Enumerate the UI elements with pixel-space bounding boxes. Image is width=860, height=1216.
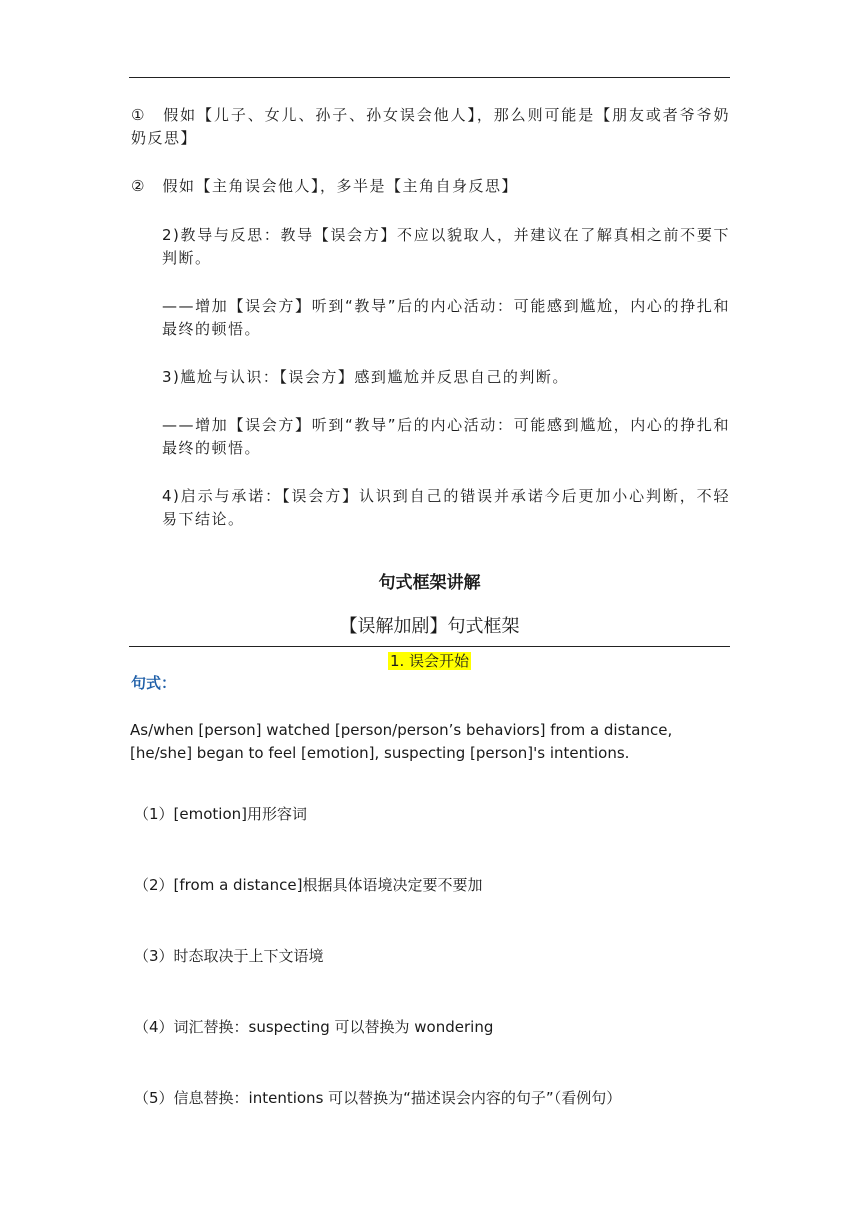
paragraph-1: ① 假如【儿子、女儿、孙子、孙女误会他人】，那么则可能是【朋友或者爷爷奶奶反思】 [131,106,730,147]
subsection-title: 【误解加剧】句式框架 [339,616,520,637]
note-4: （4）词汇替换：suspecting 可以替换为 wondering [134,1018,494,1036]
paragraph-7: 4)启示与承诺：【误会方】认识到自己的错误并承诺今后更加小心判断，不轻易下结论。 [162,487,730,528]
pattern-sentence: As/when [person] watched [person/person’s behaviors] from a distance, [he/she] began to feel [emotion], suspecting [person]'s intentions. [130,721,673,762]
note-3: （3）时态取决于上下文语境 [134,947,324,965]
note-5: （5）信息替换：intentions 可以替换为“描述误会内容的句子”（看例句） [134,1089,622,1107]
note-1: （1）[emotion]用形容词 [134,805,307,823]
paragraph-4: ——增加【误会方】听到“教导”后的内心活动：可能感到尴尬，内心的挣扎和最终的顿悟。 [162,297,730,338]
step-heading [129,650,730,671]
paragraph-5: 3)尴尬与认识：【误会方】感到尴尬并反思自己的判断。 [162,368,569,386]
pattern-label: 句式： [131,674,177,692]
section-divider [129,646,730,647]
top-divider [129,77,730,78]
note-2: （2）[from a distance]根据具体语境决定要不要加 [134,876,483,894]
step-label: 1. 误会开始 [389,652,470,670]
paragraph-6: ——增加【误会方】听到“教导”后的内心活动：可能感到尴尬，内心的挣扎和最终的顿悟。 [162,416,730,457]
paragraph-2: ② 假如【主角误会他人】，多半是【主角自身反思】 [131,177,518,195]
paragraph-3: 2)教导与反思：教导【误会方】不应以貌取人，并建议在了解真相之前不要下判断。 [162,226,730,267]
section-title: 句式框架讲解 [378,573,481,593]
